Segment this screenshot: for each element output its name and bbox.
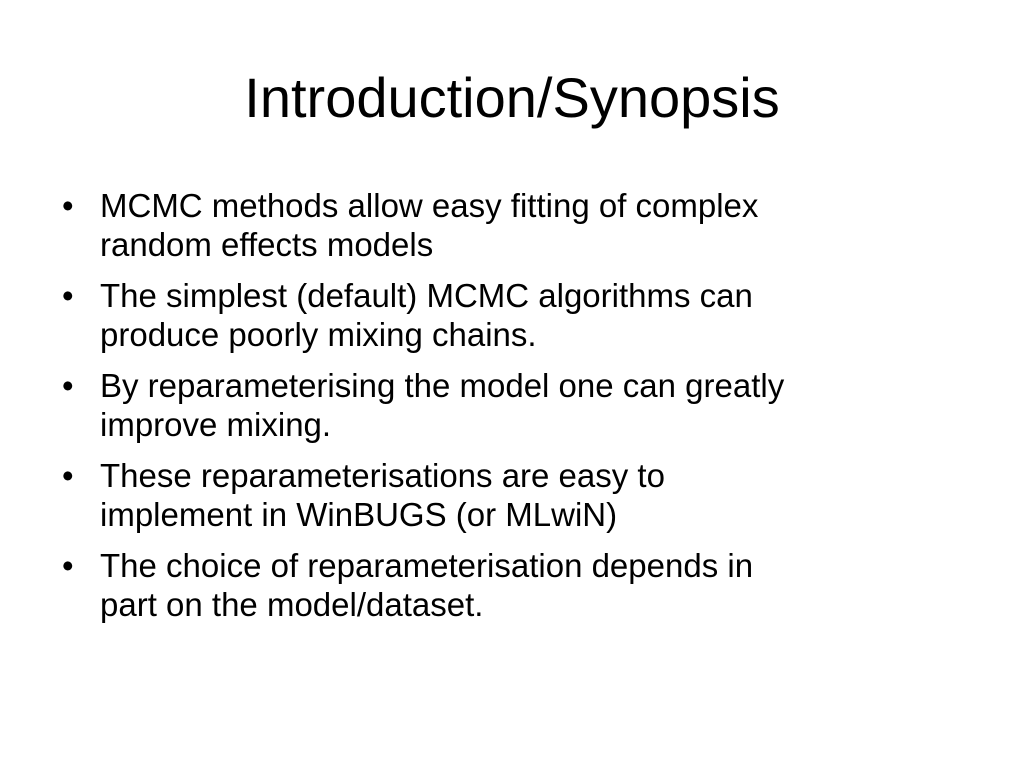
bullet-item <box>60 546 960 624</box>
bullet-text <box>100 276 960 354</box>
bullet-item <box>60 276 960 354</box>
bullet-list <box>60 186 960 636</box>
bullet-text <box>100 546 960 624</box>
bullet-line: These reparameterisations are easy to <box>100 457 665 494</box>
bullet-dot-icon: • <box>62 547 74 584</box>
bullet-line: The simplest (default) MCMC algorithms can <box>100 277 753 314</box>
bullet-dot-icon: • <box>62 277 74 314</box>
bullet-item <box>60 186 960 264</box>
bullet-line: The choice of reparameterisation depends in <box>100 547 754 584</box>
slide-title: Introduction/Synopsis <box>244 66 780 129</box>
bullet-line: implement in WinBUGS (or MLwiN) <box>100 496 618 533</box>
bullet-item <box>60 456 960 534</box>
bullet-dot-icon: • <box>62 457 74 494</box>
bullet-line: part on the model/dataset. <box>100 586 484 623</box>
bullet-dot-icon: • <box>62 367 74 404</box>
bullet-line: By reparameterising the model one can greatly <box>100 367 785 404</box>
bullet-line: produce poorly mixing chains. <box>100 316 537 353</box>
bullet-line: MCMC methods allow easy fitting of complex <box>100 187 759 224</box>
bullet-dot-icon: • <box>62 187 74 224</box>
bullet-text <box>100 366 960 444</box>
bullet-line: improve mixing. <box>100 406 332 443</box>
bullet-line: random effects models <box>100 226 434 263</box>
bullet-text <box>100 186 960 264</box>
bullet-item <box>60 366 960 444</box>
bullet-text <box>100 456 960 534</box>
